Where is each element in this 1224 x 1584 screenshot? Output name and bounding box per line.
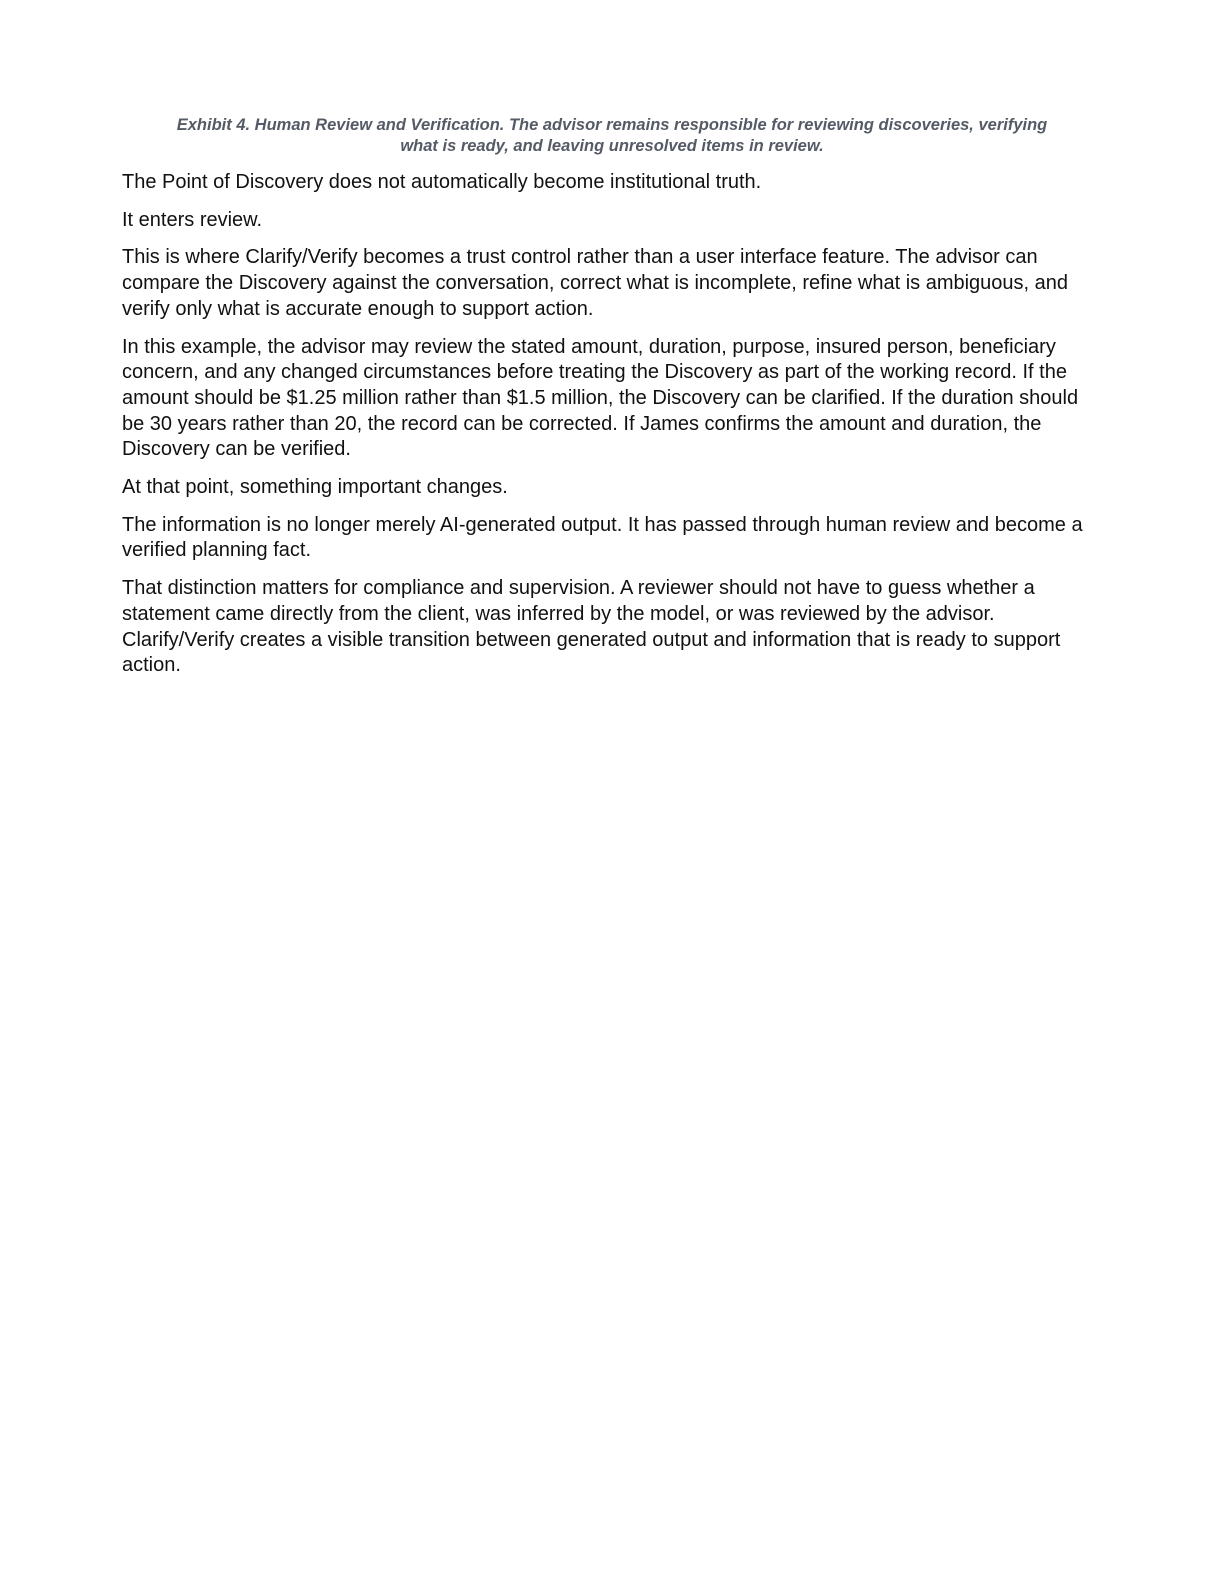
paragraph-2: It enters review. <box>122 208 263 231</box>
exhibit-caption-line-2: what is ready, and leaving unresolved items in review. <box>400 136 824 155</box>
paragraph-1: The Point of Discovery does not automatically become institutional truth. <box>122 171 762 193</box>
exhibit-caption <box>122 115 1102 156</box>
paragraph-5: At that point, something important changes. <box>122 476 508 499</box>
body-text <box>122 170 1102 691</box>
exhibit-caption-line-1: Exhibit 4. Human Review and Verification. The advisor remains responsible for reviewing discoveries, verifying <box>176 116 1048 134</box>
paragraph-7: That distinction matters for compliance and supervision. A reviewer should not have to guess whether a statement came directly from the client, was inferred by the model, or was reviewed by the advisor. Clarify/Verify creates a visible transition between generated output and information that is ready to support action. <box>122 577 1061 677</box>
paragraph-4: In this example, the advisor may review the stated amount, duration, purpose, insured person, beneficiary concern, and any changed circumstances before treating the Discovery as part of the working record. If the amount should be $1.25 million rather than $1.5 million, the Discovery can be clarified. If the duration should be 30 years rather than 20, the record can be corrected. If James confirms the amount and duration, the Discovery can be verified. <box>122 335 1079 461</box>
paragraph-6: The information is no longer merely AI-generated output. It has passed through human review and become a verified planning fact. <box>122 513 1083 562</box>
paragraph-3: This is where Clarify/Verify becomes a trust control rather than a user interface feature. The advisor can compare the Discovery against the conversation, correct what is incomplete, refine what is ambiguous, and verify only what is accurate enough to support action. <box>122 246 1069 320</box>
